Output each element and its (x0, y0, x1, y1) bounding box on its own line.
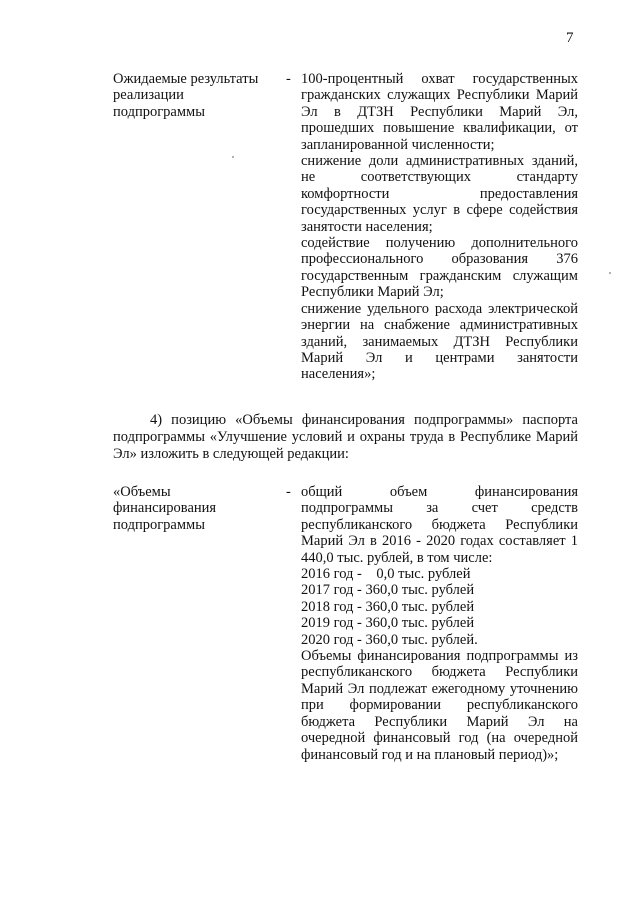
financing-year-line: 2019 год - 360,0 тыс. рублей (301, 615, 475, 632)
financing-year-line: 2017 год - 360,0 тыс. рублей (301, 582, 475, 599)
financing-year-line: 2020 год - 360,0 тыс. рублей. (301, 631, 478, 648)
label-line: «Объемы (113, 484, 171, 500)
result-item: снижение удельного расхода электрической энергии на снабжение административных зданий, занимаемых ДТЗН Республики Марий Эл и центрами занятости населения»; (301, 300, 578, 383)
scan-speck (609, 272, 611, 274)
expected-results-label (113, 71, 291, 120)
label-line: Ожидаемые результаты (113, 71, 259, 87)
financing-year-line: 2018 год - 360,0 тыс. рублей (301, 598, 475, 615)
financing-note: Объемы финансирования подпрограммы из республиканского бюджета Республики Марий Эл подлежат ежегодному уточнению при формировании республиканского бюджета Республики Марий Эл на очередной финансовый год (на очередной финансовый год и на плановый период)»; (301, 648, 578, 763)
result-item: 100-процентный охват государственных гражданских служащих Республики Марий Эл в ДТЗН Республики Марий Эл, прошедших повышение квалификации, от запланированной численности; (301, 71, 578, 153)
result-item: содействие получению дополнительного профессионального образования 376 государственным гражданским служащим Республики Марий Эл; (301, 235, 578, 301)
label-dash: - (286, 484, 291, 500)
label-line: подпрограммы (113, 516, 205, 533)
financing-label (113, 484, 291, 533)
result-item: снижение доли административных зданий, не соответствующих стандарту комфортности предоставления государственных услуг в сфере содействия занятости населения; (301, 153, 578, 235)
expected-results-values (301, 71, 578, 383)
financing-values (301, 484, 578, 763)
financing-year-line: 2016 год - 0,0 тыс. рублей (301, 566, 471, 583)
label-line: подпрограммы (113, 103, 205, 120)
financing-total: общий объем финансирования подпрограммы за счет средств республиканского бюджета Республики Марий Эл в 2016 - 2020 годах составляет 1 440,0 тыс. рублей, в том числе: (301, 484, 578, 566)
label-line: финансирования (113, 500, 217, 517)
amendment-paragraph: 4) позицию «Объемы финансирования подпрограммы» паспорта подпрограммы «Улучшение условий и охраны труда в Республике Марий Эл» изложить в следующей редакции: (113, 412, 578, 463)
page-number: 7 (566, 30, 574, 46)
label-line: реализации (113, 87, 184, 104)
label-dash: - (286, 71, 291, 87)
scan-speck (232, 156, 234, 158)
